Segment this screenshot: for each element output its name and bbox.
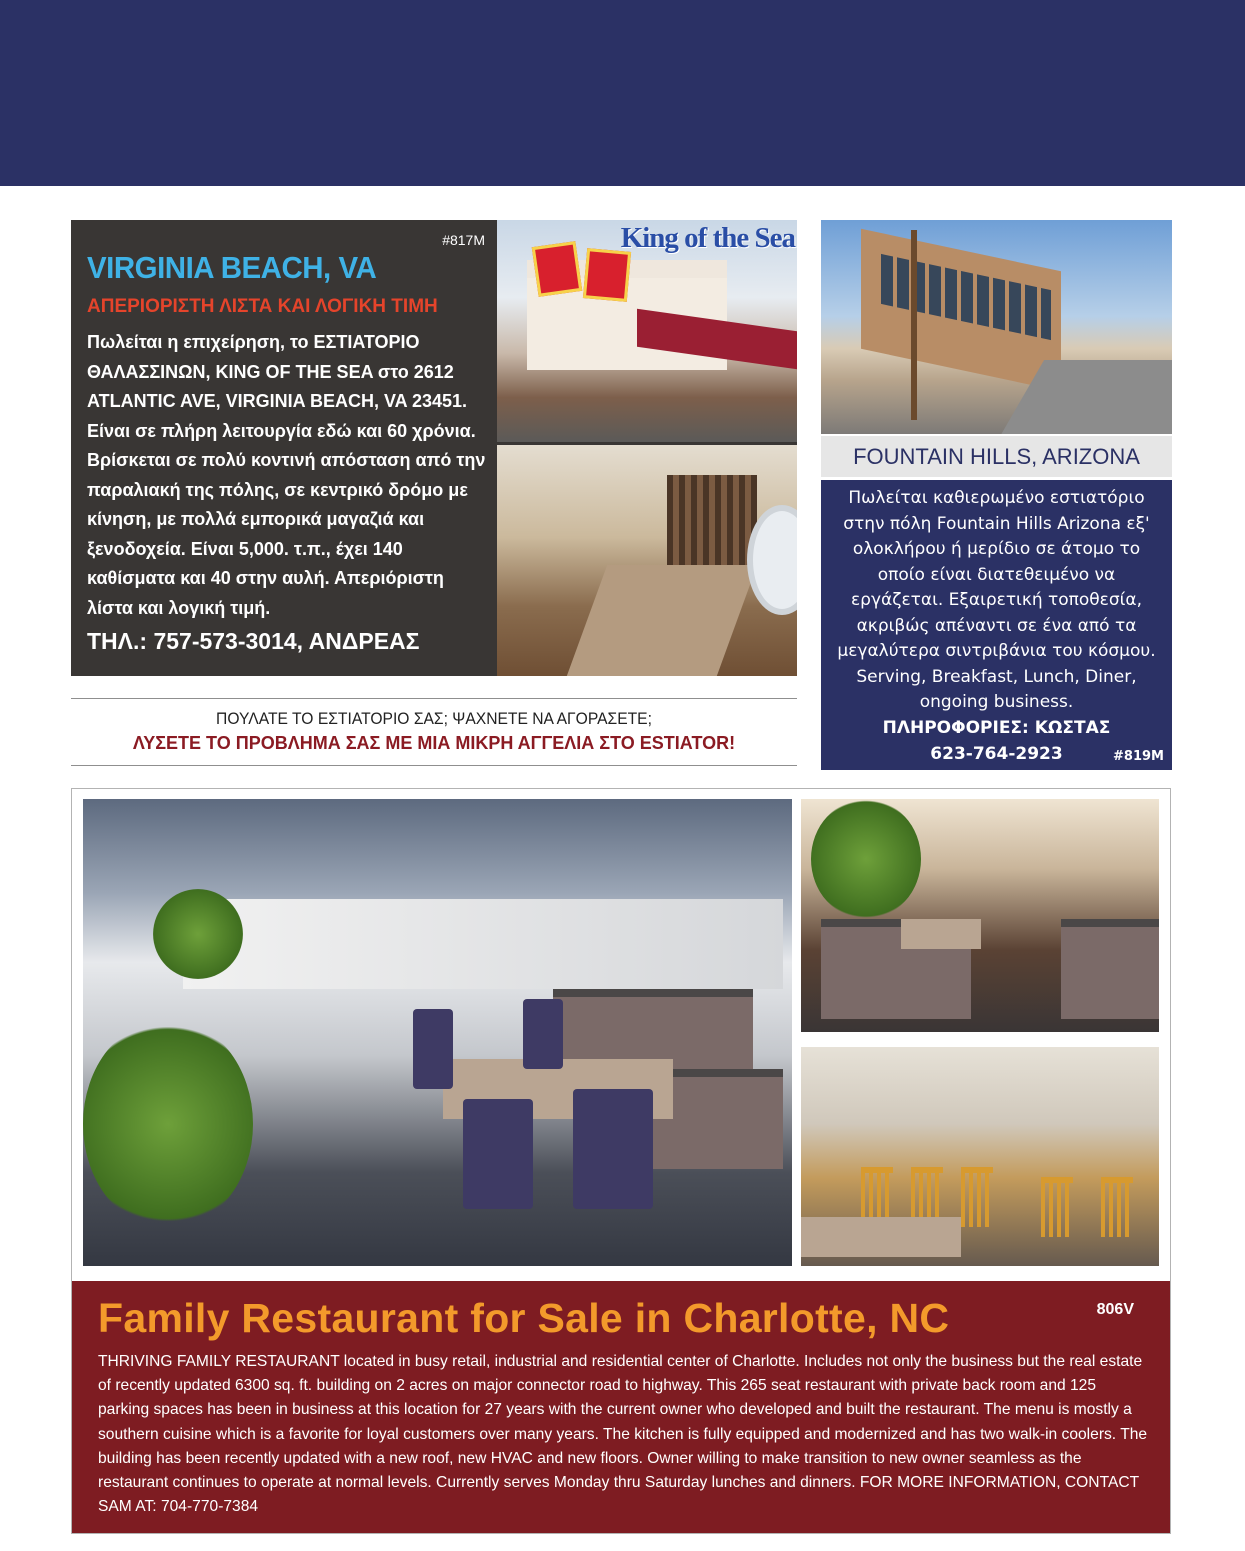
chair xyxy=(961,1167,993,1227)
virginia-beach-text-panel xyxy=(71,220,497,676)
arizona-location-label: FOUNTAIN HILLS, ARIZONA xyxy=(821,436,1172,477)
bar-shelf xyxy=(667,475,757,575)
potted-plant xyxy=(153,889,243,979)
ad-body: Πωλείται η επιχείρηση, το ΕΣΤΙΑΤΟΡΙΟ ΘΑΛΑΣΣΙΝΩΝ, KING OF THE SEA στο 2612 ATLANTIC AVE, VIRGINIA BEACH, VA 23451. Είναι σε πλήρη λειτουργία εδώ και 60 χρόνια. Βρίσκεται σε πολύ κοντινή απόσταση από την παραλιακή της πόλης, σε κεντρικό δρόμο με κίνηση, με πολλά εμπορικά μαγαζιά και ξενοδοχεία. Είναι 5,000. τ.π., έχει 140 καθίσματα και 40 στην αυλή. Απεριόριστη λίστα και λογική τιμή. xyxy=(87,332,486,618)
restaurant-sign xyxy=(583,248,631,302)
ad-subtitle: ΑΠΕΡΙΟΡΙΣΤΗ ΛΙΣΤΑ ΚΑΙ ΛΟΓΙΚΗ ΤΙΜΗ xyxy=(87,296,438,317)
ad-body: THRIVING FAMILY RESTAURANT located in busy retail, industrial and residential center of Charlotte. Includes not only the business but the real estate of recently updated 6300 sq. ft. building on 2 acres on major connector road to highway. This 265 seat restaurant with private back room and 125 parking spaces has been in business at this location for 27 years with the current owner who developed and built the restaurant. The menu is mostly a southern cuisine which is a favorite for loyal customers over many years. The kitchen is fully equipped and modernized and has two walk-in coolers. The building has been recently updated with a new roof, new HVAC and new floors. Owner willing to make transition to new owner seamless as the restaurant continues to operate at normal levels. Currently serves Monday thru Saturday lunches and dinners. FOR MORE INFORMATION, CONTACT SAM AT: 704-770-7384 xyxy=(98,1353,1148,1516)
bar-interior-photo xyxy=(497,445,797,676)
arizona-ad xyxy=(821,480,1172,770)
booth xyxy=(1061,919,1159,1019)
dining-area-photo xyxy=(801,1047,1159,1266)
charlotte-ad xyxy=(71,788,1171,1534)
chair xyxy=(1101,1177,1133,1237)
window-band xyxy=(183,899,783,989)
chair xyxy=(463,1099,533,1209)
restaurant-sign xyxy=(532,241,583,297)
promo-banner xyxy=(71,698,797,766)
dining-room-photo xyxy=(83,799,792,1266)
chair xyxy=(1041,1177,1073,1237)
bar-counter xyxy=(567,565,757,676)
chair xyxy=(573,1089,653,1209)
ad-code: #817M xyxy=(442,232,485,248)
potted-plant xyxy=(811,799,921,919)
table xyxy=(901,919,981,949)
ad-title: VIRGINIA BEACH, VA xyxy=(87,250,377,285)
ad-title: Family Restaurant for Sale in Charlotte, NC xyxy=(98,1295,950,1341)
storefront-photo xyxy=(497,220,797,442)
booth-area-photo xyxy=(801,799,1159,1032)
king-of-the-sea-logo: King of the Sea xyxy=(620,222,795,254)
potted-plant xyxy=(83,1019,253,1229)
ad-body: Πωλείται καθιερωμένο εστιατόριο στην πόλη Fountain Hills Arizona εξ' ολοκλήρου ή μερίδιο σε άτομο το οποίο είναι διατεθειμένο να εργάζεται. Εξαιρετική τοποθεσία, ακριβώς απέναντι σε ένα από τα μεγαλύτερα σιντριβάνια του κόσμου. Serving, Breakfast, Lunch, Diner, ongoing business. xyxy=(837,488,1156,712)
ad-code: #819M xyxy=(1113,749,1164,764)
ad-contact-label: ΠΛΗΡΟΦΟΡΙΕΣ: ΚΩΣΤΑΣ xyxy=(882,718,1111,738)
chair xyxy=(413,1009,453,1089)
palm-tree xyxy=(911,230,917,420)
promo-line-1: ΠΟΥΛΑΤΕ ΤΟ ΕΣΤΙΑΤΟΡΙΟ ΣΑΣ; ΨΑΧΝΕΤΕ ΝΑ ΑΓΟΡΑΣΕΤΕ; xyxy=(216,709,652,728)
ad-contact-phone: 623-764-2923 xyxy=(930,744,1063,764)
charlotte-text-panel xyxy=(72,1281,1170,1533)
header-band xyxy=(0,0,1245,186)
promo-line-2: ΛΥΣΕΤΕ ΤΟ ΠΡΟΒΛΗΜΑ ΣΑΣ ΜΕ ΜΙΑ ΜΙΚΡΗ ΑΓΓΕΛΙΑ ΣΤΟ ESTIATOR! xyxy=(132,733,736,753)
ad-code: 806V xyxy=(1096,1301,1134,1318)
ad-contact: ΤΗΛ.: 757-573-3014, ΑΝΔΡΕΑΣ xyxy=(87,628,420,654)
booth xyxy=(553,989,753,1069)
chair xyxy=(523,999,563,1069)
arizona-building-photo xyxy=(821,220,1172,434)
virginia-beach-ad xyxy=(71,220,797,676)
table xyxy=(801,1217,961,1257)
